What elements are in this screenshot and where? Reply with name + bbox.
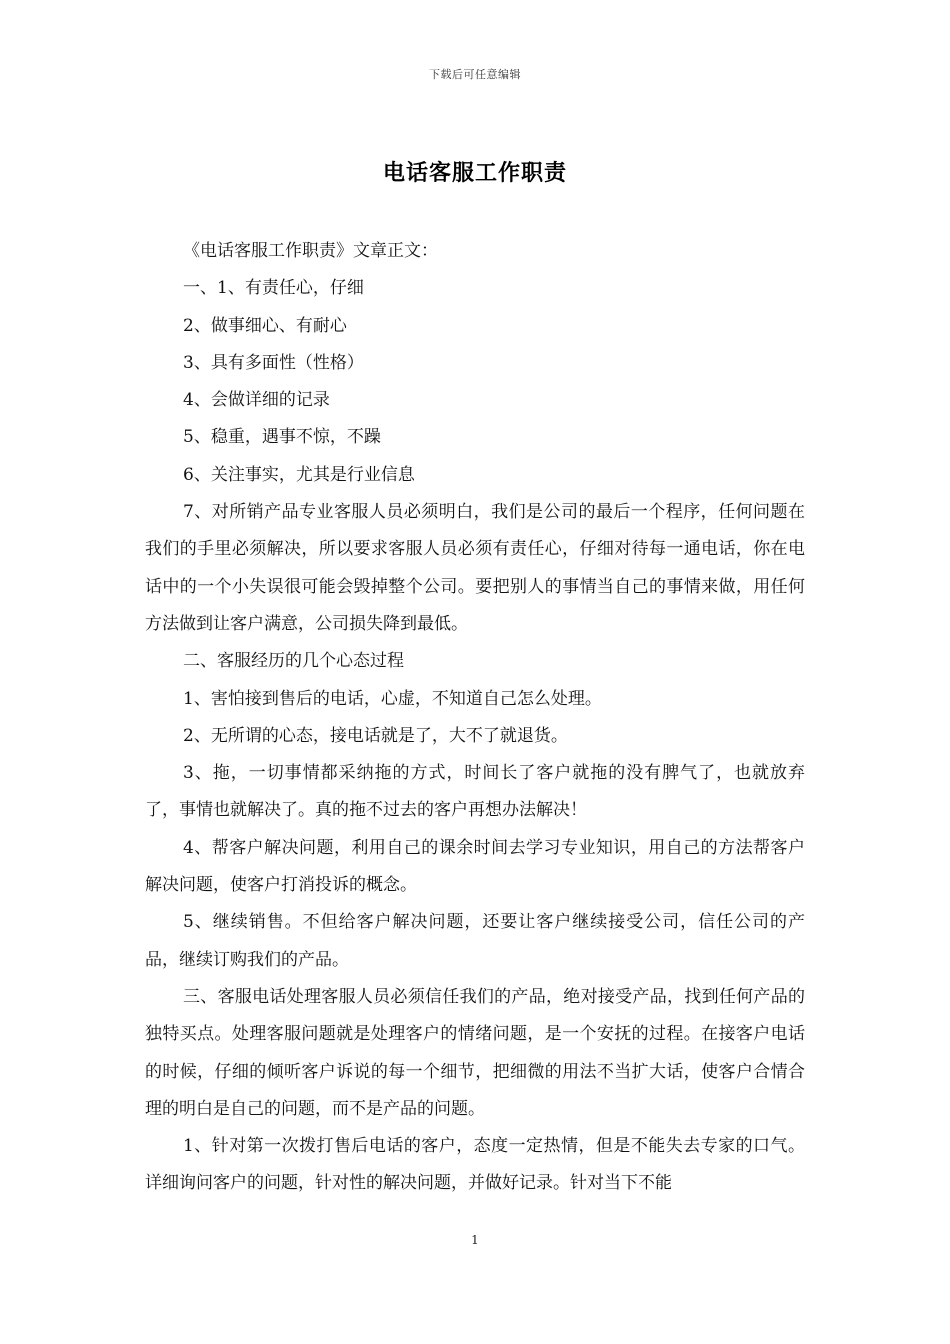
header-note: 下载后可任意编辑 (429, 68, 521, 81)
body-paragraph: 《电话客服工作职责》文章正文： (183, 241, 438, 261)
body-paragraph: 二、客服经历的几个心态过程 (183, 651, 404, 672)
body-paragraph: 3、具有多面性（性格） (183, 352, 364, 373)
body-paragraph: 6、关注事实，尤其是行业信息 (183, 464, 415, 485)
document-body (145, 233, 805, 1203)
body-paragraph: 7、对所销产品专业客服人员必须明白，我们是公司的最后一个程序，任何问题在我们的手里必须解决，所以要求客服人员必须有责任心，仔细对待每一通电话，你在电话中的一个小失误很可能会毁掉整个公司。要把别人的事情当自己的事情来做，用任何方法做到让客户满意，公司损失降到最低。 (145, 502, 805, 634)
body-paragraph: 2、无所谓的心态，接电话就是了，大不了就退货。 (183, 725, 568, 746)
body-paragraph: 5、继续销售。不但给客户解决问题，还要让客户继续接受公司，信任公司的产品，继续订购我们的产品。 (145, 912, 805, 970)
body-paragraph: 5、稳重，遇事不惊，不躁 (183, 427, 381, 448)
body-paragraph: 4、会做详细的记录 (183, 390, 330, 411)
page-number: 1 (471, 1233, 479, 1247)
body-paragraph: 2、做事细心、有耐心 (183, 315, 347, 336)
body-paragraph: 3、拖，一切事情都采纳拖的方式，时间长了客户就拖的没有脾气了，也就放弃了，事情也就解决了。真的拖不过去的客户再想办法解决！ (145, 763, 805, 821)
body-paragraph: 1、害怕接到售后的电话，心虚，不知道自己怎么处理。 (183, 688, 602, 709)
document-title: 电话客服工作职责 (382, 160, 567, 186)
body-paragraph: 三、客服电话处理客服人员必须信任我们的产品，绝对接受产品，找到任何产品的独特买点。处理客服问题就是处理客户的情绪问题，是一个安抚的过程。在接客户电话的时候，仔细的倾听客户诉说的每一个细节，把细微的用法不当扩大话，使客户合情合理的明白是自己的问题，而不是产品的问题。 (145, 986, 805, 1119)
body-paragraph: 1、针对第一次拨打售后电话的客户，态度一定热情，但是不能失去专家的口气。详细询问客户的问题，针对性的解决问题，并做好记录。针对当下不能 (145, 1136, 805, 1194)
body-paragraph: 4、帮客户解决问题，利用自己的课余时间去学习专业知识，用自己的方法帮客户解决问题，使客户打消投诉的概念。 (145, 837, 805, 896)
body-paragraph: 一、1、有责任心，仔细 (183, 278, 364, 299)
